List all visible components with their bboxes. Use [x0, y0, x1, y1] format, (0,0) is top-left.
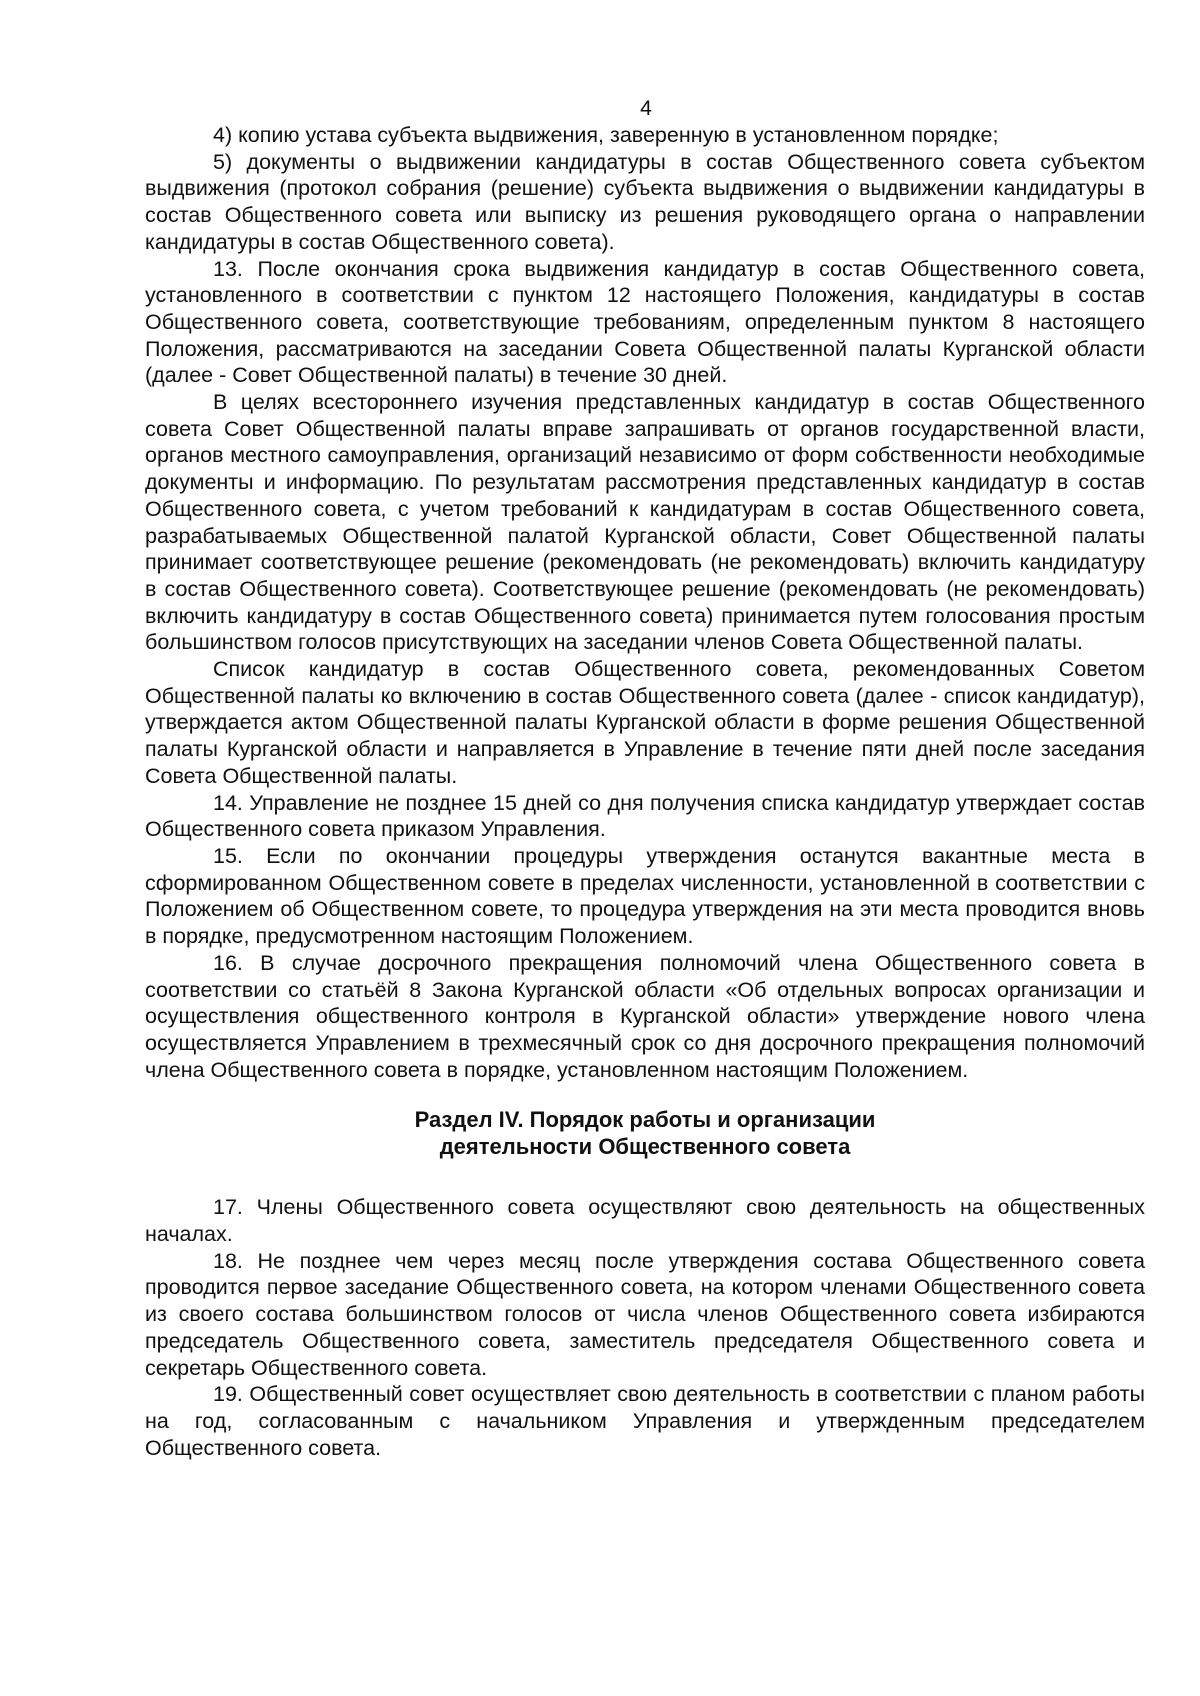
document-page: [145, 96, 1145, 1461]
paragraph-14: 14. Управление не позднее 15 дней со дня получения списка кандидатур утверждает состав Общественного совета приказом Управления.: [145, 790, 1145, 842]
paragraph-19: 19. Общественный совет осуществляет свою деятельность в соответствии с планом работы на год, согласованным с начальником Управления и утвержденным председателем Общественного совета.: [145, 1382, 1145, 1460]
paragraph-13-review: В целях всестороннего изучения представленных кандидатур в состав Общественного совета Совет Общественной палаты вправе запрашивать от органов государственной власти, органов местного самоуправления, организаций независимо от форм собственности необходимые документы и информацию. По результатам рассмотрения представленных кандидатур в состав Общественного совета, с учетом требований к кандидатурам в состав Общественного совета, разрабатываемых Общественной палатой Курганской области, Совет Общественной палаты принимает соответствующее решение (рекомендовать (не рекомендовать) включить кандидатуру в состав Общественного совета). Соответствующее решение (рекомендовать (не рекомендовать) включить кандидатуру в состав Общественного совета) принимается путем голосования простым большинством голосов присутствующих на заседании членов Совета Общественной палаты.: [145, 390, 1145, 655]
section-heading: [145, 1106, 1145, 1160]
paragraph-item-4: 4) копию устава субъекта выдвижения, заверенную в установленном порядке;: [213, 123, 999, 147]
paragraph-13: 13. После окончания срока выдвижения кандидатур в состав Общественного совета, установленного в соответствии с пунктом 12 настоящего Положения, кандидатуры в состав Общественного совета, соответствующие требованиям, определенным пунктом 8 настоящего Положения, рассматриваются на заседании Совета Общественной палаты Курганской области (далее - Совет Общественной палаты) в течение 30 дней.: [145, 256, 1145, 388]
section-heading-line-1: Раздел IV. Порядок работы и организации: [414, 1107, 876, 1133]
page-number: 4: [640, 97, 652, 120]
paragraph-17: 17. Члены Общественного совета осуществляют свою деятельность на общественных началах.: [145, 1195, 1145, 1247]
paragraph-18: 18. Не позднее чем через месяц после утверждения состава Общественного совета проводится первое заседание Общественного совета, на котором членами Общественного совета из своего состава большинством голосов от числа членов Общественного совета избираются председатель Общественного совета, заместитель председателя Общественного совета и секретарь Общественного совета.: [145, 1248, 1145, 1380]
paragraph-16: 16. В случае досрочного прекращения полномочий члена Общественного совета в соответствии со статьёй 8 Закона Курганской области «Об отдельных вопросах организации и осуществления общественного контроля в Курганской области» утверждение нового члена осуществляется Управлением в трехмесячный срок со дня досрочного прекращения полномочий члена Общественного совета в порядке, установленном настоящим Положением.: [145, 950, 1145, 1082]
section-heading-line-2: деятельности Общественного совета: [439, 1134, 851, 1160]
paragraph-13-candidate-list: Список кандидатур в состав Общественного совета, рекомендованных Советом Общественной палаты ко включению в состав Общественного совета (далее - список кандидатур), утверждается актом Общественной палаты Курганской области в форме решения Общественной палаты Курганской области и направляется в Управление в течение пяти дней после заседания Совета Общественной палаты.: [145, 657, 1145, 788]
paragraph-item-5: 5) документы о выдвижении кандидатуры в состав Общественного совета субъектом выдвижения (протокол собрания (решение) субъекта выдвижения о выдвижении кандидатуры в состав Общественного совета или выписку из решения руководящего органа о направлении кандидатуры в состав Общественного совета).: [145, 149, 1145, 254]
paragraph-15: 15. Если по окончании процедуры утверждения останутся вакантные места в сформированном Общественном совете в пределах численности, установленной в соответствии с Положением об Общественном совете, то процедура утверждения на эти места проводится вновь в порядке, предусмотренном настоящим Положением.: [145, 843, 1145, 949]
